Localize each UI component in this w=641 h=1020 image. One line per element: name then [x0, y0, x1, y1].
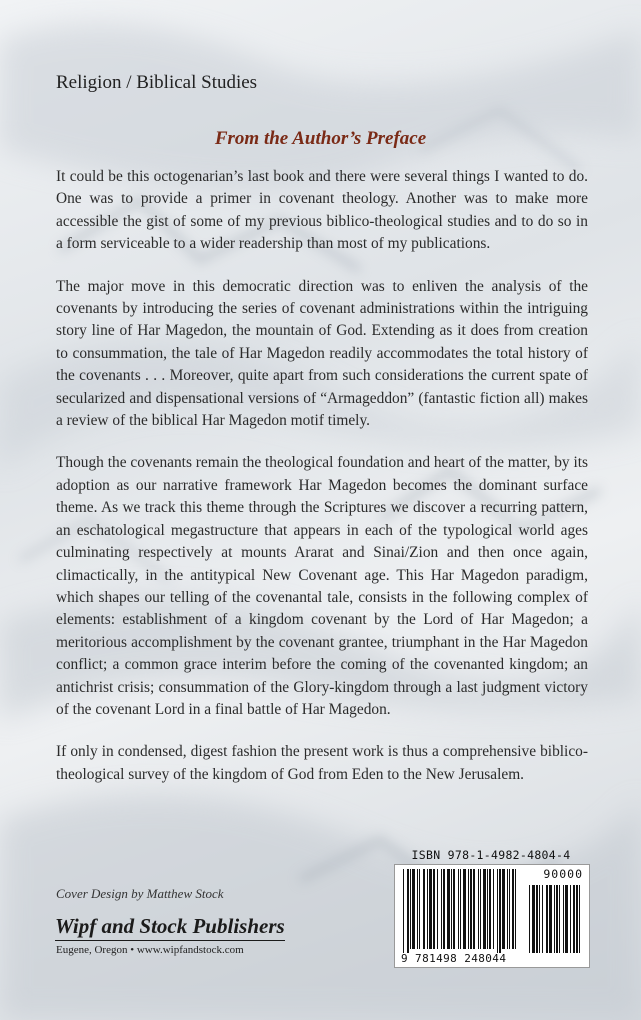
barcode-addon-bar — [549, 885, 552, 953]
barcode-bar — [509, 869, 510, 949]
barcode-bar — [407, 869, 409, 953]
barcode-bar — [423, 869, 425, 949]
barcode-bar — [499, 869, 501, 953]
barcode-addon-bar — [542, 885, 543, 953]
barcode-bar — [512, 869, 514, 949]
preface-paragraph: The major move in this democratic direction was to enliven the analysis of the covenants by introducing the series of covenant administrations within the intriguing story line of Har Magedon, the mountain of God. Extending as it does from creation to consummation, the tale of Har Magedon readily accommodates the total history of the covenants . . . Moreover, quite apart from such considerations the current spate of secularized and dispensational versions of “Armageddon” (fantastic fiction all) makes a review of the biblical Har Magedon motif timely. — [56, 277, 588, 430]
barcode-addon-bar — [554, 885, 555, 953]
barcode-bar — [453, 869, 455, 949]
barcode-addon-bar — [556, 885, 558, 953]
preface-title: From the Author’s Preface — [214, 128, 427, 149]
barcode-addon-bar — [573, 885, 575, 953]
barcode-bar — [417, 869, 418, 949]
barcode-bar — [470, 869, 472, 949]
barcode-bar — [412, 869, 415, 949]
preface-paragraph: If only in condensed, digest fashion the present work is thus a comprehensive biblico-theological survey of the kingdom of God from Eden to the New Jerusalem. — [56, 743, 588, 783]
barcode-addon-bar — [563, 885, 564, 953]
isbn-text: ISBN 978-1-4982-4804-4 — [411, 848, 571, 862]
barcode-bar — [437, 869, 438, 949]
barcode-bar — [507, 869, 508, 949]
barcode-addon-bar — [539, 885, 540, 953]
barcode-bar — [460, 869, 461, 949]
barcode-addon-bar — [565, 885, 568, 953]
publisher-address: Eugene, Oregon • www.wipfandstock.com — [56, 944, 244, 956]
barcode-bar — [493, 869, 494, 949]
barcode-bar — [497, 869, 498, 953]
preface-paragraph: Though the covenants remain the theological foundation and heart of the matter, by its adoption as our narrative framework Har Magedon becomes the dominant surface theme. As we track this theme through the Scriptures we discover a recurring pattern, an eschatological megastructure that appears in each of the typological world ages culminating respectively at mounts Ararat and Sinai/Zion and then once again, climactically, in the antitypical New Covenant age. This Har Magedon paradigm, which shapes our telling of the covenantal tale, consists in the following complex of elements: establishment of a kingdom covenant by the Lord of Har Magedon; a meritorious accomplishment by the covenant grantee, triumphant in the Har Magedon conflict; a common grace interim before the coming of the covenanted kingdom; an antichrist crisis; consummation of the Glory-kingdom through a last judgment victory of the covenant Lord in a final battle of Har Magedon. — [56, 454, 588, 718]
preface-body — [56, 166, 588, 786]
barcode-bar — [483, 869, 486, 949]
publisher-logo: Wipf and Stock Publishers — [55, 914, 285, 941]
category-label: Religion / Biblical Studies — [56, 72, 258, 93]
barcode-addon-bar — [559, 885, 560, 953]
barcode-addon-bar — [570, 885, 571, 953]
barcode-bar — [403, 869, 404, 953]
barcode-addon-bar — [576, 885, 578, 953]
cover-design-credit: Cover Design by Matthew Stock — [56, 886, 224, 901]
isbn-block — [394, 848, 588, 966]
barcode-addon-bar — [529, 885, 530, 953]
barcode-bar — [441, 869, 442, 949]
barcode-addon-bar — [536, 885, 538, 953]
barcode-bar — [410, 869, 411, 949]
barcode-bar — [433, 869, 435, 949]
barcode-bar — [419, 869, 420, 949]
preface-paragraph: It could be this octogenarian’s last book and there were several things I wanted to do. One was to provide a primer in covenant theology. Another was to make more accessible the gist of some of my previous biblico-theological studies and to do so in a form serviceable to a wider readership than most of my publications. — [56, 168, 588, 253]
barcode — [394, 864, 590, 968]
barcode-addon-bar — [579, 885, 580, 953]
barcode-bar — [468, 869, 469, 949]
barcode-ean-digits: 9 781498 248044 — [401, 952, 507, 965]
barcode-addon-digits: 90000 — [543, 867, 583, 881]
barcode-bar — [489, 869, 491, 949]
barcode-bar — [502, 869, 505, 949]
barcode-bar — [515, 869, 516, 949]
barcode-bar — [443, 869, 445, 949]
barcode-bar — [473, 869, 475, 949]
barcode-addon-bar — [532, 885, 535, 953]
barcode-bar — [458, 869, 459, 949]
barcode-bar — [478, 869, 479, 949]
barcode-bar — [480, 869, 481, 949]
barcode-addon-bar — [546, 885, 548, 953]
barcode-bar — [463, 869, 466, 949]
barcode-bar — [487, 869, 488, 949]
barcode-bar — [427, 869, 428, 949]
barcode-bar — [451, 869, 452, 949]
barcode-bar — [447, 869, 450, 949]
barcode-bar — [429, 869, 432, 949]
